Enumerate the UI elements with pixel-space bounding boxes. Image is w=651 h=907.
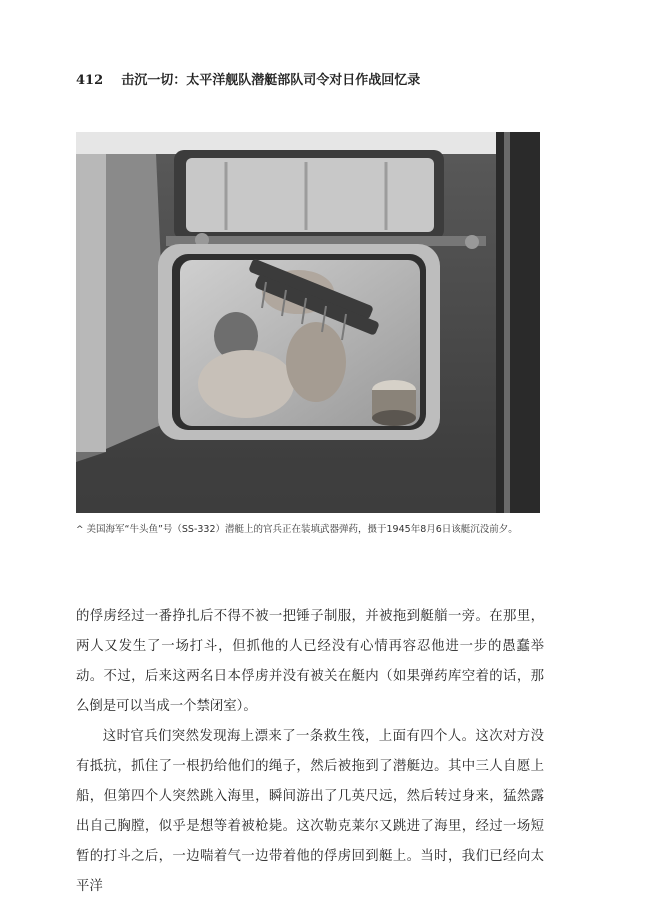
paragraph: 的俘虏经过一番挣扎后不得不被一把锤子制服，并被拖到艇艏一旁。在那里，两人又发生了一场打斗，但抓他的人已经没有心情再容忍他进一步的愚蠢举动。不过，后来这两名日本俘虏并没有被关在艇内（如果弹药库空着的话，那么倒是可以当成一个禁闭室）。 — [76, 609, 544, 714]
running-title: 击沉一切：太平洋舰队潜艇部队司令对日作战回忆录 — [121, 73, 421, 88]
paragraph: 这时官兵们突然发现海上漂来了一条救生筏，上面有四个人。这次对方没有抵抗，抓住了一根扔给他们的绳子，然后被拖到了潜艇边。其中三人自愿上船，但第四个人突然跳入海里，瞬间游出了几英尺远，然后转过身来，猛然露出自己胸膛，似乎是想等着被枪毙。这次勒克莱尔又跳进了海里，经过一场短暂的打斗之后，一边喘着气一边带着他的俘虏回到艇上。当时，我们已经向太平洋 — [76, 729, 544, 894]
page-header — [76, 72, 611, 90]
caption-text: 美国海军“牛头鱼”号（SS-332）潜艇上的官兵正在装填武器弹药，摄于1945年8月6日该艇沉没前夕。 — [86, 524, 518, 535]
page-number: 412 — [76, 73, 104, 88]
body-text — [76, 602, 544, 902]
submarine-photo — [76, 132, 540, 513]
photo-caption — [76, 523, 576, 537]
photo-illustration — [76, 132, 540, 513]
caption-marker: ^ — [76, 525, 84, 535]
